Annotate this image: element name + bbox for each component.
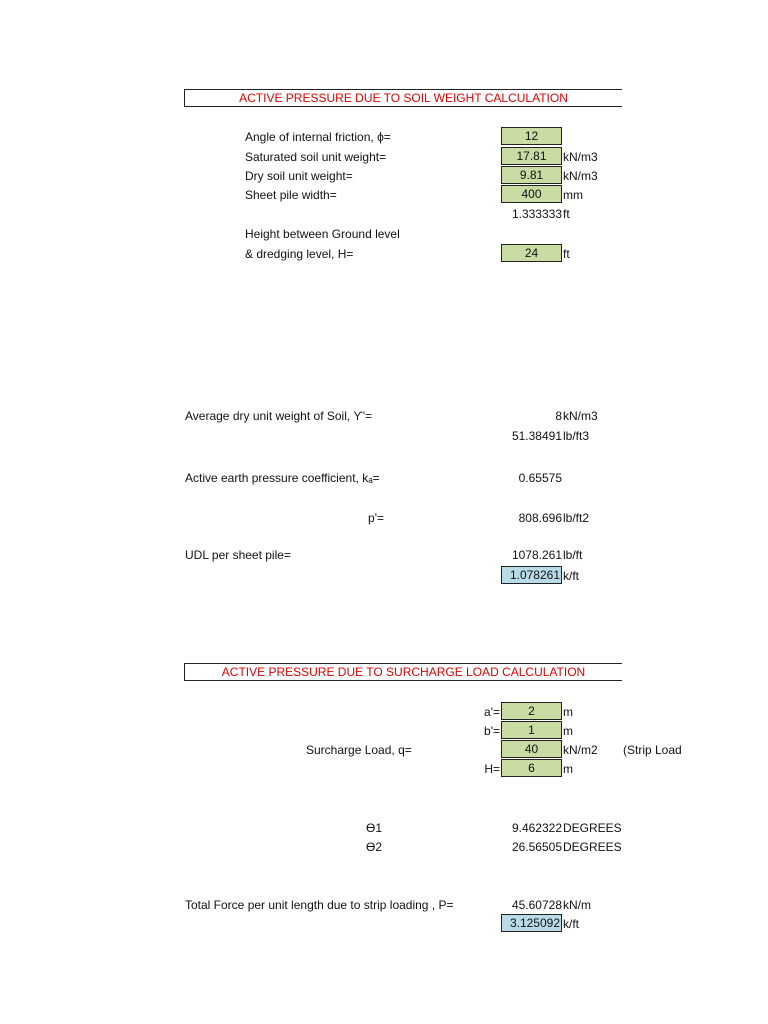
b-prime-label: b'=	[484, 724, 500, 738]
total-force-result-unit: k/ft	[563, 917, 580, 931]
theta1-unit: DEGREES	[563, 821, 622, 835]
theta2-label: Ɵ2	[366, 840, 383, 854]
theta1-label: Ɵ1	[366, 821, 383, 835]
dry-unit-weight-cell[interactable]: 9.81	[501, 166, 562, 184]
p-prime-unit: lb/ft2	[563, 511, 590, 525]
friction-angle-label: Angle of internal friction, ϕ=	[245, 130, 391, 144]
a-prime-unit: m	[563, 705, 573, 719]
avg-dry-weight-unit-imperial: lb/ft3	[563, 429, 590, 443]
surcharge-q-unit: kN/m2	[563, 743, 598, 757]
theta1-value: 9.462322	[511, 821, 562, 835]
sheet-pile-width-unit: mm	[563, 188, 583, 202]
height-unit: ft	[563, 247, 570, 261]
avg-dry-weight-value: 8	[555, 409, 562, 423]
saturated-unit-weight-label: Saturated soil unit weight=	[245, 150, 387, 164]
total-force-result-cell[interactable]: 3.125092	[501, 914, 562, 932]
saturated-unit-weight-unit: kN/m3	[563, 150, 598, 164]
a-prime-cell[interactable]: 2	[501, 702, 562, 720]
dry-unit-weight-label: Dry soil unit weight=	[245, 169, 353, 183]
ka-label: Active earth pressure coefficient, kₐ=	[185, 471, 380, 485]
sheet-pile-width-label: Sheet pile width=	[245, 188, 337, 202]
p-prime-label: p'=	[368, 511, 384, 525]
soil-section-header: ACTIVE PRESSURE DUE TO SOIL WEIGHT CALCULATION	[184, 89, 622, 107]
theta2-unit: DEGREES	[563, 840, 622, 854]
friction-angle-cell[interactable]: 12	[501, 127, 562, 145]
surcharge-section-header: ACTIVE PRESSURE DUE TO SURCHARGE LOAD CALCULATION	[184, 663, 622, 681]
udl-label: UDL per sheet pile=	[185, 548, 291, 562]
total-force-label: Total Force per unit length due to strip loading , P=	[185, 898, 454, 912]
width-ft-value: 1.333333	[511, 207, 562, 221]
b-prime-cell[interactable]: 1	[501, 721, 562, 739]
a-prime-label: a'=	[484, 705, 500, 719]
sheet-pile-width-cell[interactable]: 400	[501, 185, 562, 203]
udl-unit: lb/ft	[563, 548, 583, 562]
height-label-line2: & dredging level, H=	[245, 247, 354, 261]
height-label-line1: Height between Ground level	[245, 227, 400, 241]
surcharge-h-cell[interactable]: 6	[501, 759, 562, 777]
surcharge-h-label: H=	[484, 762, 500, 776]
surcharge-h-unit: m	[563, 762, 573, 776]
surcharge-q-cell[interactable]: 40	[501, 740, 562, 758]
b-prime-unit: m	[563, 724, 573, 738]
surcharge-q-label: Surcharge Load, q=	[306, 743, 412, 757]
ka-value: 0.65575	[518, 471, 562, 485]
avg-dry-weight-value-imperial: 51.38491	[511, 429, 562, 443]
udl-result-unit: k/ft	[563, 569, 580, 583]
udl-result-cell[interactable]: 1.078261	[501, 566, 562, 584]
saturated-unit-weight-cell[interactable]: 17.81	[501, 147, 562, 165]
height-cell[interactable]: 24	[501, 244, 562, 262]
width-ft-unit: ft	[563, 207, 570, 221]
avg-dry-weight-unit: kN/m3	[563, 409, 598, 423]
total-force-unit: kN/m	[563, 898, 591, 912]
udl-value: 1078.261	[511, 548, 562, 562]
total-force-value: 45.60728	[511, 898, 562, 912]
theta2-value: 26.56505	[511, 840, 562, 854]
p-prime-value: 808.696	[518, 511, 562, 525]
avg-dry-weight-label: Average dry unit weight of Soil, Ƴ'=	[185, 409, 373, 423]
dry-unit-weight-unit: kN/m3	[563, 169, 598, 183]
strip-load-note: (Strip Load	[623, 743, 682, 757]
